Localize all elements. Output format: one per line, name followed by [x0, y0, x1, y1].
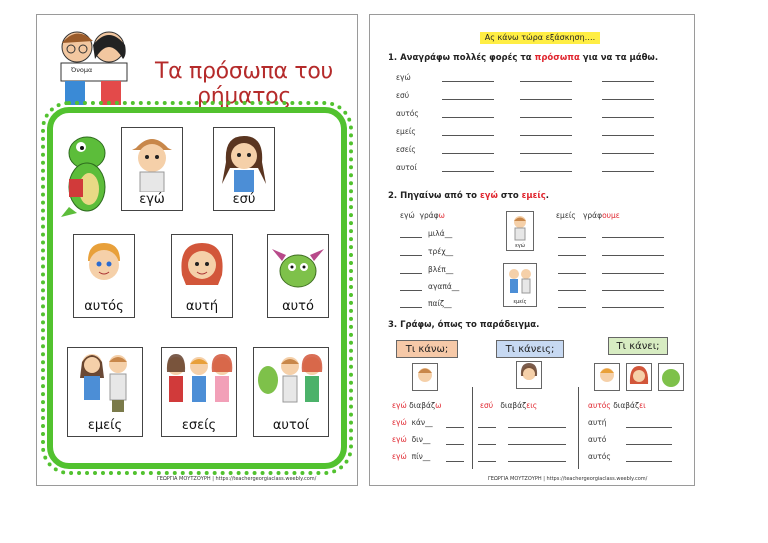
ex3-verb-stem: πίν__	[411, 452, 431, 461]
exercise-1-title-text: 1. Αναγράφω πολλές φορές τα	[388, 53, 535, 63]
answer-blank-line[interactable]	[520, 81, 572, 82]
ex3-pronoun: εγώ	[392, 435, 407, 444]
answer-blank-line[interactable]	[602, 290, 664, 291]
ex3-verb-ending: ει	[639, 401, 646, 410]
answer-blank-line[interactable]	[442, 153, 494, 154]
pronoun-card-aftos	[73, 234, 135, 318]
pronoun-label: εσείς	[181, 418, 217, 433]
ex3-verb-stem: διν__	[411, 435, 431, 444]
answer-blank-line[interactable]	[558, 255, 586, 256]
answer-blank-line[interactable]	[400, 273, 422, 274]
ex3-col3-pronoun: αυτό	[588, 435, 607, 444]
exercise-1-title-highlight: πρόσωπα	[534, 53, 580, 63]
ex1-pronoun: εσύ	[396, 91, 410, 100]
answer-blank-line[interactable]	[602, 171, 654, 172]
ex2-image-label: εγώ	[515, 243, 525, 249]
exercise-1-title-text-end: για να τα μάθω.	[579, 53, 659, 63]
page-footer: ΓΕΩΡΓΙΑ ΜΟΥΤΖΟΥΡΗ | https://teachergeorgiaclass.weebly.com/	[488, 476, 648, 482]
answer-blank-line[interactable]	[508, 444, 566, 445]
answer-blank-line[interactable]	[400, 237, 422, 238]
answer-blank-line[interactable]	[446, 444, 464, 445]
ex3-verb-stem: διαβάζ	[613, 401, 640, 410]
answer-blank-line[interactable]	[478, 461, 496, 462]
answer-blank-line[interactable]	[442, 135, 494, 136]
ex3-image-afto	[658, 363, 684, 391]
ex1-pronoun: αυτός	[396, 109, 419, 118]
ex3-verb-stem: κάν__	[411, 418, 433, 427]
answer-blank-line[interactable]	[602, 237, 664, 238]
practice-banner: Ας κάνω τώρα εξάσκηση….	[480, 32, 600, 44]
answer-blank-line[interactable]	[442, 117, 494, 118]
answer-blank-line[interactable]	[446, 427, 464, 428]
answer-blank-line[interactable]	[626, 444, 672, 445]
answer-blank-line[interactable]	[508, 461, 566, 462]
ex1-pronoun: αυτοί	[396, 163, 417, 172]
answer-blank-line[interactable]	[446, 461, 464, 462]
crocodile-mascot-image	[59, 127, 115, 219]
question-tag-second-person: Τι κάνεις;	[496, 340, 564, 358]
ex2-stem: βλέπ__	[428, 265, 454, 274]
answer-blank-line[interactable]	[602, 81, 654, 82]
answer-blank-line[interactable]	[400, 290, 422, 291]
pronoun-card-esy	[213, 127, 275, 211]
answer-blank-line[interactable]	[558, 307, 586, 308]
ex2-right-verb-stem: γράφ	[582, 211, 603, 220]
answer-blank-line[interactable]	[602, 273, 664, 274]
pronoun-label: αυτό	[282, 299, 314, 314]
ex3-pronoun: εγώ	[392, 418, 407, 427]
ex3-col1-row	[392, 452, 430, 461]
question-tag-third-person: Τι κάνει;	[608, 337, 668, 355]
answer-blank-line[interactable]	[626, 461, 672, 462]
answer-blank-line[interactable]	[400, 307, 422, 308]
pronoun-card-emeis	[67, 347, 143, 437]
exercise-2-title	[388, 191, 549, 201]
exercise-2-title-text-mid: στο	[497, 191, 522, 201]
ex3-col3-example	[588, 401, 646, 410]
answer-blank-line[interactable]	[442, 81, 494, 82]
ex2-right-verb-ending: ουμε	[602, 211, 620, 220]
ex2-stem: αγαπά__	[428, 282, 460, 291]
column-divider	[578, 387, 579, 469]
ex2-image-ego	[506, 211, 534, 251]
answer-blank-line[interactable]	[520, 171, 572, 172]
worksheet-title: Τα πρόσωπα του ρήματος	[155, 59, 333, 109]
pronoun-label: εσύ	[232, 192, 256, 207]
pronoun-card-aftoi	[253, 347, 329, 437]
ex2-image-emeis	[503, 263, 537, 307]
ex3-col2-example	[480, 401, 537, 410]
ex3-image-second-person	[516, 361, 542, 389]
left-worksheet-page	[36, 14, 358, 486]
answer-blank-line[interactable]	[602, 99, 654, 100]
answer-blank-line[interactable]	[558, 237, 586, 238]
answer-blank-line[interactable]	[602, 255, 664, 256]
exercise-1-title	[388, 53, 658, 63]
ex3-col1-row	[392, 418, 433, 427]
ex2-stem: παίζ__	[428, 299, 452, 308]
pronoun-card-eseis	[161, 347, 237, 437]
pronoun-label: αυτή	[185, 299, 219, 314]
ex3-verb-ending: εις	[526, 401, 538, 410]
ex2-right-header	[556, 211, 620, 220]
answer-blank-line[interactable]	[478, 427, 496, 428]
ex2-left-verb-ending: ω	[438, 211, 445, 220]
pronoun-card-afto	[267, 234, 329, 318]
answer-blank-line[interactable]	[602, 153, 654, 154]
answer-blank-line[interactable]	[602, 307, 664, 308]
answer-blank-line[interactable]	[478, 444, 496, 445]
pronoun-card-afti	[171, 234, 233, 318]
pronoun-label: εμείς	[87, 418, 123, 433]
kids-holding-sign-image	[53, 25, 135, 111]
answer-blank-line[interactable]	[442, 99, 494, 100]
ex3-pronoun: εσύ	[480, 401, 494, 410]
pronoun-card-ego	[121, 127, 183, 211]
answer-blank-line[interactable]	[442, 171, 494, 172]
ex2-stem: τρέχ__	[428, 247, 454, 256]
exercise-2-title-highlight: εμείς	[521, 191, 546, 201]
ex3-image-aftos	[594, 363, 620, 391]
ex3-pronoun: εγώ	[392, 401, 407, 410]
exercise-2-title-highlight: εγώ	[479, 191, 498, 201]
ex3-pronoun: εγώ	[392, 452, 407, 461]
ex3-col3-pronoun: αυτή	[588, 418, 607, 427]
answer-blank-line[interactable]	[602, 117, 654, 118]
pronoun-label: εγώ	[139, 192, 165, 207]
answer-blank-line[interactable]	[520, 135, 572, 136]
ex1-pronoun: εσείς	[396, 145, 416, 154]
ex2-left-pronoun: εγώ	[400, 211, 415, 220]
ex3-verb-stem: διαβάζ	[500, 401, 527, 410]
answer-blank-line[interactable]	[508, 427, 566, 428]
answer-blank-line[interactable]	[520, 153, 572, 154]
answer-blank-line[interactable]	[602, 135, 654, 136]
answer-blank-line[interactable]	[558, 290, 586, 291]
ex3-image-first-person	[412, 363, 438, 391]
answer-blank-line[interactable]	[626, 427, 672, 428]
question-tag-first-person: Τι κάνω;	[396, 340, 458, 358]
exercise-3-title: 3. Γράφω, όπως το παράδειγμα.	[388, 320, 540, 330]
ex2-left-verb-stem: γράφ	[419, 211, 439, 220]
ex1-pronoun: εγώ	[396, 73, 411, 82]
ex2-stem: μιλά__	[428, 229, 453, 238]
ex1-pronoun: εμείς	[396, 127, 416, 136]
ex2-left-header	[400, 211, 445, 220]
answer-blank-line[interactable]	[558, 273, 586, 274]
ex2-right-pronoun: εμείς	[556, 211, 576, 220]
ex3-col3-pronoun: αυτός	[588, 452, 611, 461]
answer-blank-line[interactable]	[520, 117, 572, 118]
column-divider	[472, 387, 473, 469]
answer-blank-line[interactable]	[400, 255, 422, 256]
pronoun-label: αυτοί	[272, 418, 310, 433]
ex3-pronoun: αυτός	[588, 401, 611, 410]
ex3-verb-stem: διαβάζ	[409, 401, 436, 410]
exercise-2-title-text: 2. Πηγαίνω από το	[388, 191, 480, 201]
ex3-col1-row	[392, 435, 430, 444]
ex3-image-afti	[626, 363, 652, 391]
ex2-image-label: εμείς	[513, 299, 527, 305]
pronoun-label: αυτός	[84, 299, 124, 314]
answer-blank-line[interactable]	[520, 99, 572, 100]
ex3-col1-example	[392, 401, 441, 410]
page-footer: ΓΕΩΡΓΙΑ ΜΟΥΤΖΟΥΡΗ | https://teachergeorgiaclass.weebly.com/	[157, 476, 317, 482]
exercise-2-title-text-end: .	[545, 191, 549, 201]
right-worksheet-page	[369, 14, 695, 486]
name-tag-label: Όνομα	[71, 66, 93, 74]
ex3-verb-ending: ω	[435, 401, 442, 410]
